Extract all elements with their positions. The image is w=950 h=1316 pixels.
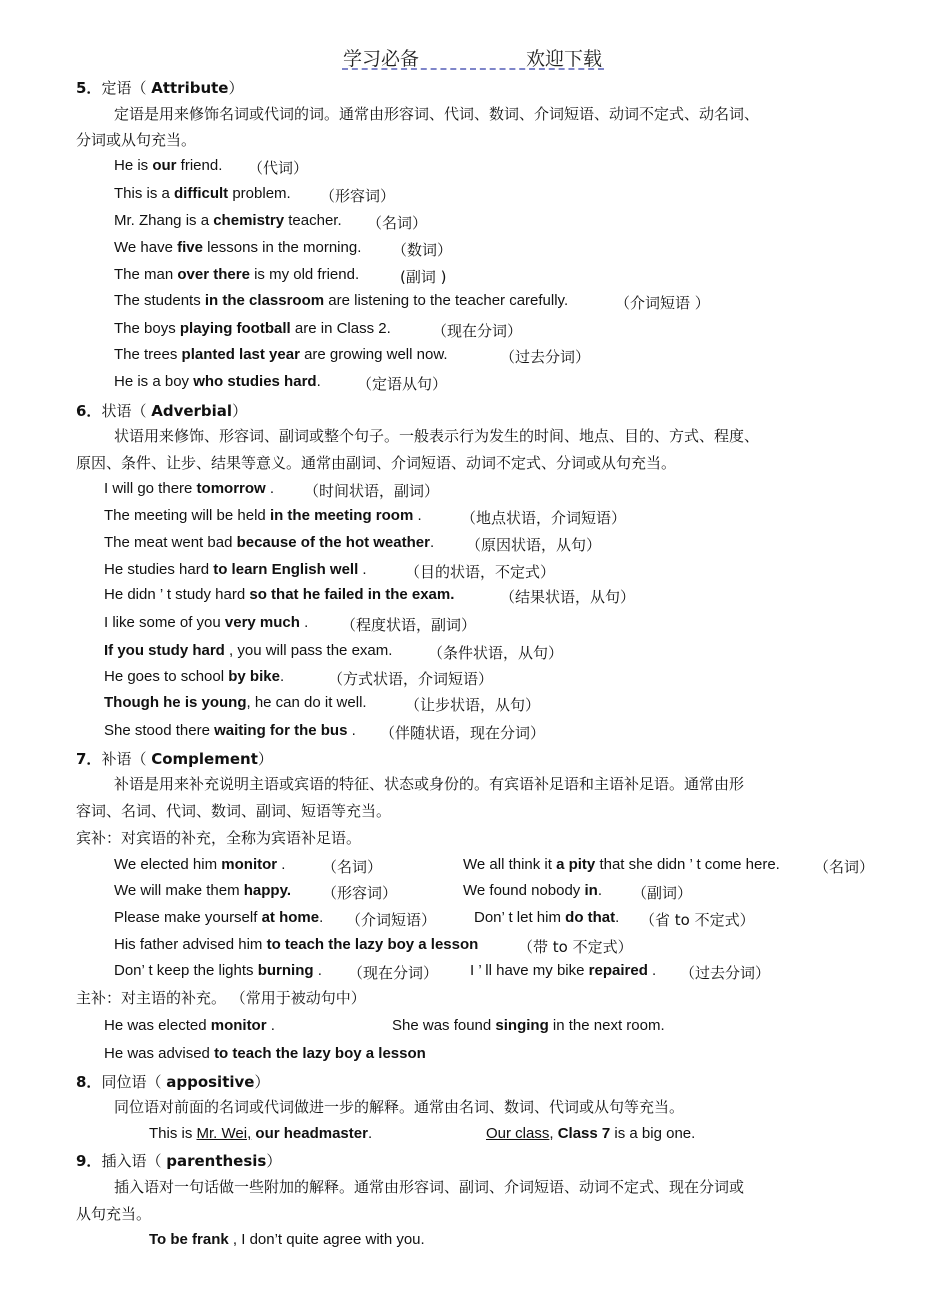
s7-subj-example: He was elected monitor .: [104, 1017, 275, 1034]
section-6-desc-1: 状语用来修饰、形容词、副词或整个句子。一般表示行为发生的时间、地点、目的、方式、程度、: [114, 427, 760, 445]
s8-example: Our class, Class 7 is a big one.: [486, 1125, 696, 1142]
s6-note: （原因状语，从句）: [466, 536, 602, 554]
s5-example: We have five lessons in the morning.: [114, 239, 362, 256]
s6-example: If you study hard , you will pass the exam.: [104, 642, 393, 659]
s7-example: His father advised him to teach the lazy boy a lesson: [114, 936, 479, 953]
s6-example: The meat went bad because of the hot weather.: [104, 534, 435, 551]
s6-example: He didn ’ t study hard so that he failed in the exam.: [104, 586, 455, 603]
s7-example: We will make them happy.: [114, 882, 291, 899]
s5-example: The man over there is my old friend.: [114, 266, 360, 283]
s5-example: The boys playing football are in Class 2.: [114, 320, 391, 337]
s7-note: （带 to 不定式）: [518, 938, 633, 956]
section-9-title: 9．插入语（ parenthesis）: [76, 1152, 282, 1170]
s5-example: He is our friend.: [114, 157, 223, 174]
s6-note: （结果状语，从句）: [500, 588, 636, 606]
s7-example: I ’ ll have my bike repaired .: [470, 962, 657, 979]
s7-note: （省 to 不定式）: [640, 911, 755, 929]
s7-note: （名词）: [322, 858, 383, 876]
s7-example: Don’ t keep the lights burning .: [114, 962, 322, 979]
section-9-desc-2: 从句充当。: [76, 1205, 152, 1223]
s5-note: （形容词）: [320, 187, 396, 205]
s7-note: （介词短语）: [346, 911, 437, 929]
header-left: 学习必备: [343, 48, 420, 70]
s7-subj-example: She was found singing in the next room.: [392, 1017, 665, 1034]
s7-example: Don’ t let him do that.: [474, 909, 620, 926]
section-5-desc-2: 分词或从句充当。: [76, 131, 197, 149]
s5-note: （数词）: [392, 241, 453, 259]
s5-example: Mr. Zhang is a chemistry teacher.: [114, 212, 342, 229]
s7-example: We elected him monitor .: [114, 856, 286, 873]
s6-example: The meeting will be held in the meeting room .: [104, 507, 422, 524]
s6-example: He studies hard to learn English well .: [104, 561, 367, 578]
s6-note: （时间状语，副词）: [304, 482, 440, 500]
s6-note: （程度状语，副词）: [341, 616, 477, 634]
s5-example: This is a difficult problem.: [114, 185, 291, 202]
s5-note: (副词 ): [400, 268, 447, 286]
s5-note: （代词）: [248, 159, 309, 177]
s7-note: （现在分词）: [348, 964, 439, 982]
s6-note: （伴随状语，现在分词）: [380, 724, 546, 742]
s5-example: The students in the classroom are listening to the teacher carefully.: [114, 292, 569, 309]
s7-subj-example: He was advised to teach the lazy boy a lesson: [104, 1045, 426, 1062]
s6-example: Though he is young, he can do it well.: [104, 694, 367, 711]
section-7-desc-1: 补语是用来补充说明主语或宾语的特征、状态或身份的。有宾语补足语和主语补足语。通常由形: [114, 775, 745, 793]
section-5-desc-1: 定语是用来修饰名词或代词的词。通常由形容词、代词、数词、介词短语、动词不定式、动名词、: [114, 105, 760, 123]
s6-example: He goes to school by bike.: [104, 668, 285, 685]
s8-example: This is Mr. Wei, our headmaster.: [149, 1125, 373, 1142]
s9-example: To be frank , I don’t quite agree with you.: [149, 1231, 425, 1248]
section-8-title: 8．同位语（ appositive）: [76, 1073, 270, 1091]
object-complement-label: 宾补：对宾语的补充，全称为宾语补足语。: [76, 829, 362, 847]
section-9-desc-1: 插入语对一句话做一些附加的解释。通常由形容词、副词、介词短语、动词不定式、现在分词或: [114, 1178, 745, 1196]
s5-note: （介词短语 ）: [615, 294, 710, 312]
s6-example: I like some of you very much .: [104, 614, 309, 631]
s6-note: （地点状语，介词短语）: [461, 509, 627, 527]
section-6-desc-2: 原因、条件、让步、结果等意义。通常由副词、介词短语、动词不定式、分词或从句充当。: [76, 454, 677, 472]
s5-note: （名词）: [367, 214, 428, 232]
s7-note: （过去分词）: [680, 964, 771, 982]
s5-note: （定语从句）: [357, 375, 448, 393]
s5-note: （过去分词）: [500, 348, 591, 366]
section-5-title: 5．定语（ Attribute）: [76, 79, 244, 97]
s6-example: I will go there tomorrow .: [104, 480, 275, 497]
s7-example: We found nobody in.: [463, 882, 602, 899]
s5-example: He is a boy who studies hard.: [114, 373, 321, 390]
s5-note: （现在分词）: [432, 322, 523, 340]
s6-note: （条件状语，从句）: [428, 644, 564, 662]
s7-example: We all think it a pity that she didn ’ t come here.: [463, 856, 780, 873]
s5-example: The trees planted last year are growing well now.: [114, 346, 448, 363]
s7-note: （形容词）: [322, 884, 398, 902]
subject-complement-label: 主补：对主语的补充。 （常用于被动句中）: [76, 989, 366, 1007]
s7-note: （名词）: [814, 858, 875, 876]
s7-example: Please make yourself at home.: [114, 909, 324, 926]
section-8-desc-1: 同位语对前面的名词或代词做进一步的解释。通常由名词、数词、代词或从句等充当。: [114, 1098, 685, 1116]
header-divider: [342, 68, 604, 70]
s6-note: （目的状语，不定式）: [405, 563, 556, 581]
s6-note: （让步状语，从句）: [405, 696, 541, 714]
s7-note: （副词）: [632, 884, 693, 902]
section-7-title: 7．补语（ Complement）: [76, 750, 273, 768]
s6-example: She stood there waiting for the bus .: [104, 722, 356, 739]
section-6-title: 6．状语（ Adverbial）: [76, 402, 248, 420]
section-7-desc-2: 容词、名词、代词、数词、副词、短语等充当。: [76, 802, 392, 820]
header-right: 欢迎下载: [526, 48, 603, 70]
s6-note: （方式状语，介词短语）: [328, 670, 494, 688]
